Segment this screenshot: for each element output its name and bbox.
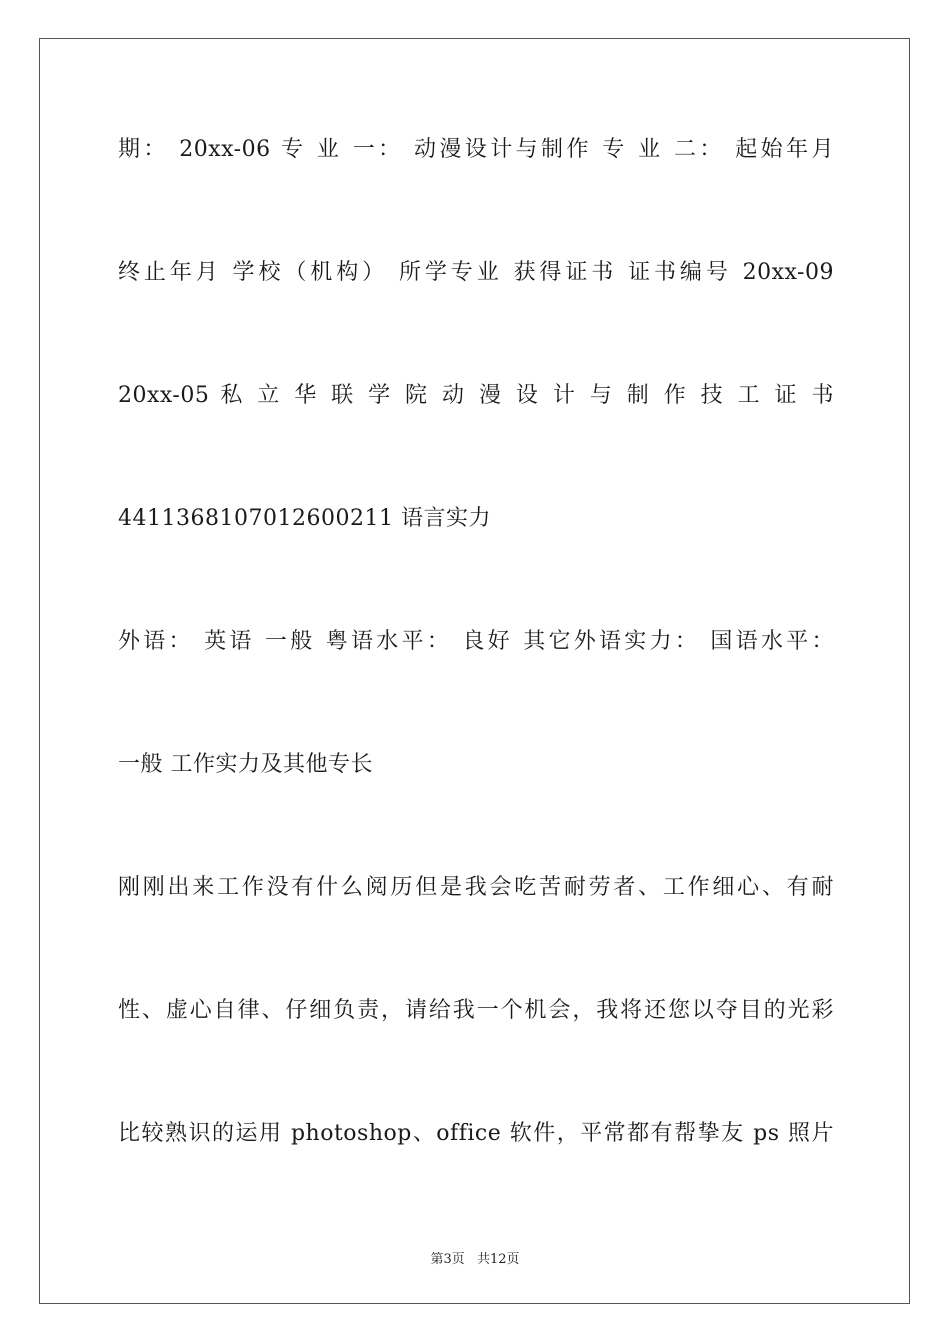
text-line-7: 刚刚出来工作没有什么阅历但是我会吃苦耐劳者、工作细心、有耐 xyxy=(118,875,834,900)
text-line-2: 终止年月 学校（机构） 所学专业 获得证书 证书编号 20xx-09 xyxy=(118,260,834,285)
text-line-1: 期： 20xx-06 专 业 一： 动漫设计与制作 专 业 二： 起始年月 xyxy=(118,137,834,162)
text-line-4: 441136810701260021​1 语言实力 xyxy=(118,506,491,531)
text-line-5: 外语： 英语 一般 粤语水平： 良好 其它外语实力： 国语水平： xyxy=(118,629,834,654)
page-number: 第3页 xyxy=(430,1252,465,1267)
page-total: 共12页 xyxy=(476,1252,520,1267)
text-line-9: 比较熟识的运用 photoshop、office 软件，平常都有帮挚友 ps 照片 xyxy=(118,1121,834,1146)
text-line-8: 性、虚心自律、仔细负责，请给我一个机会，我将还您以夺目的光彩 xyxy=(118,998,834,1023)
text-line-3: 20xx-05 私 立 华 联 学 院 动 漫 设 计 与 制 作 技 工 证 书 xyxy=(118,383,834,408)
page-border xyxy=(39,38,910,1304)
text-line-6: 一般 工作实力及其他专长 xyxy=(118,752,373,777)
page-footer xyxy=(0,1248,950,1267)
